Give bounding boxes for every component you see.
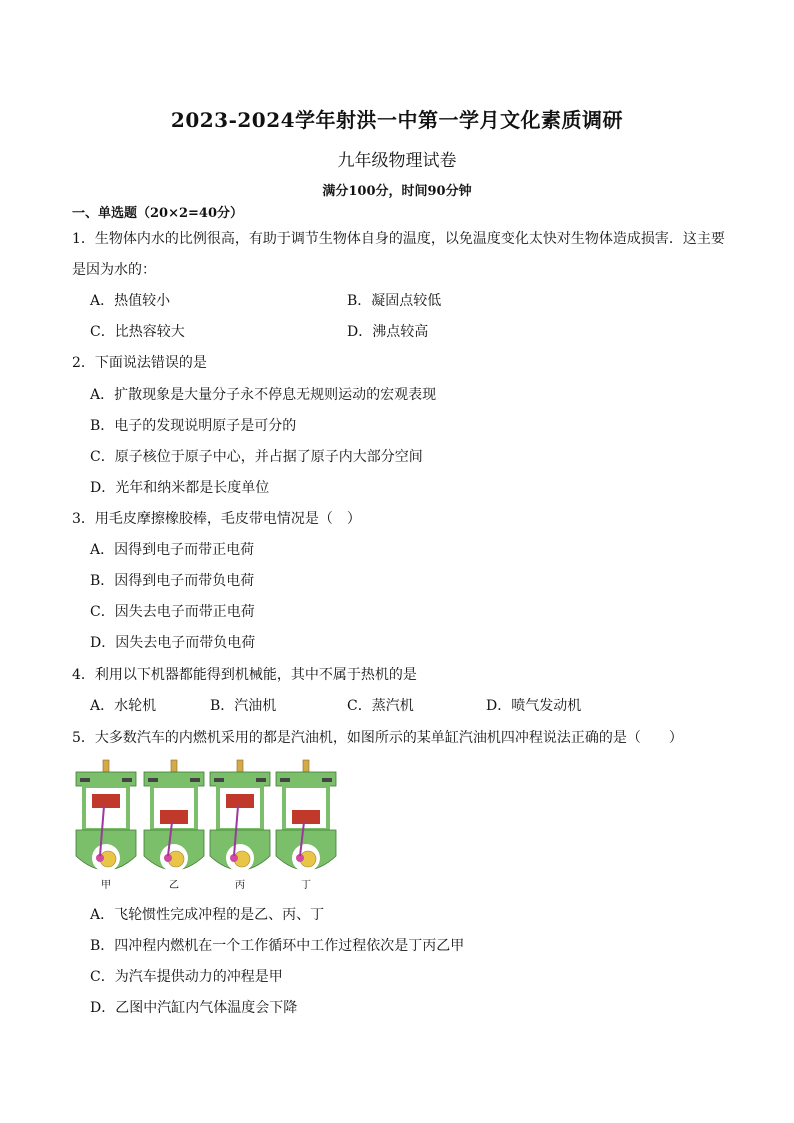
figure-label-bing: 丙	[235, 880, 245, 891]
spark-plug-yi	[171, 760, 177, 772]
question-5-option-c: C．为汽车提供动力的冲程是甲	[90, 969, 283, 985]
engine-yi	[144, 760, 204, 872]
question-1-option-b: B．凝固点较低	[347, 293, 442, 309]
four-stroke-engine-figure	[72, 758, 342, 892]
spark-plug-jia	[103, 760, 109, 772]
question-3-stem: 3．用毛皮摩擦橡胶棒，毛皮带电情况是（ ）	[72, 511, 361, 527]
question-4-option-b: B．汽油机	[210, 698, 277, 714]
question-3-option-a: A．因得到电子而带正电荷	[90, 542, 255, 558]
question-1-stem-line2: 是因为水的：	[72, 262, 156, 278]
question-2-option-a: A．扩散现象是大量分子永不停息无规则运动的宏观表现	[90, 387, 437, 403]
piston-yi	[160, 810, 188, 824]
question-4-stem: 4．利用以下机器都能得到机械能，其中不属于热机的是	[72, 667, 417, 683]
engine-jia	[76, 760, 136, 872]
intake-valve-jia	[80, 778, 90, 782]
question-4-option-a: A．水轮机	[90, 698, 157, 714]
intake-valve-bing	[214, 778, 224, 782]
question-1-option-d: D．沸点较高	[347, 324, 429, 340]
score-time-info: 满分100分，时间90分钟	[322, 184, 472, 199]
question-5-option-b: B．四冲程内燃机在一个工作循环中工作过程依次是丁丙乙甲	[90, 938, 465, 954]
figure-label-jia: 甲	[101, 880, 111, 891]
question-2-option-c: C．原子核位于原子中心，并占据了原子内大部分空间	[90, 449, 423, 465]
engine-bing	[210, 760, 270, 872]
piston-ding	[292, 810, 320, 824]
figure-label-ding: 丁	[301, 880, 311, 891]
intake-valve-yi	[148, 778, 158, 782]
question-4-option-d: D．喷气发动机	[486, 698, 582, 714]
engine-ding	[276, 760, 336, 872]
question-3-option-c: C．因失去电子而带正电荷	[90, 604, 255, 620]
exhaust-valve-jia	[122, 778, 132, 782]
section-title: 一、单选题（20×2=40分）	[72, 206, 244, 221]
question-1-stem-line1: 1．生物体内水的比例很高，有助于调节生物体自身的温度，以免温度变化太快对生物体造成损害．这主要	[72, 231, 725, 247]
question-2-stem: 2．下面说法错误的是	[72, 355, 207, 371]
question-3-option-d: D．因失去电子而带负电荷	[90, 635, 256, 651]
spark-plug-bing	[237, 760, 243, 772]
exhaust-valve-yi	[190, 778, 200, 782]
question-1-option-c: C．比热容较大	[90, 324, 185, 340]
question-5-stem: 5．大多数汽车的内燃机采用的都是汽油机，如图所示的某单缸汽油机四冲程说法正确的是（ ）	[72, 730, 683, 746]
exam-subtitle: 九年级物理试卷	[337, 151, 457, 171]
question-5-option-a: A．飞轮惯性完成冲程的是乙、丙、丁	[90, 907, 325, 923]
question-3-option-b: B．因得到电子而带负电荷	[90, 573, 255, 589]
question-1-option-a: A．热值较小	[90, 293, 171, 309]
question-2-option-d: D．光年和纳米都是长度单位	[90, 480, 270, 496]
piston-bing	[226, 794, 254, 808]
question-4-option-c: C．蒸汽机	[347, 698, 414, 714]
intake-valve-ding	[280, 778, 290, 782]
piston-jia	[92, 794, 120, 808]
exam-title: 2023-2024学年射洪一中第一学月文化素质调研	[170, 108, 624, 132]
figure-label-yi: 乙	[169, 880, 179, 891]
question-5-option-d: D．乙图中汽缸内气体温度会下降	[90, 1000, 298, 1016]
exhaust-valve-bing	[256, 778, 266, 782]
question-2-option-b: B．电子的发现说明原子是可分的	[90, 418, 297, 434]
exhaust-valve-ding	[322, 778, 332, 782]
spark-plug-ding	[303, 760, 309, 772]
